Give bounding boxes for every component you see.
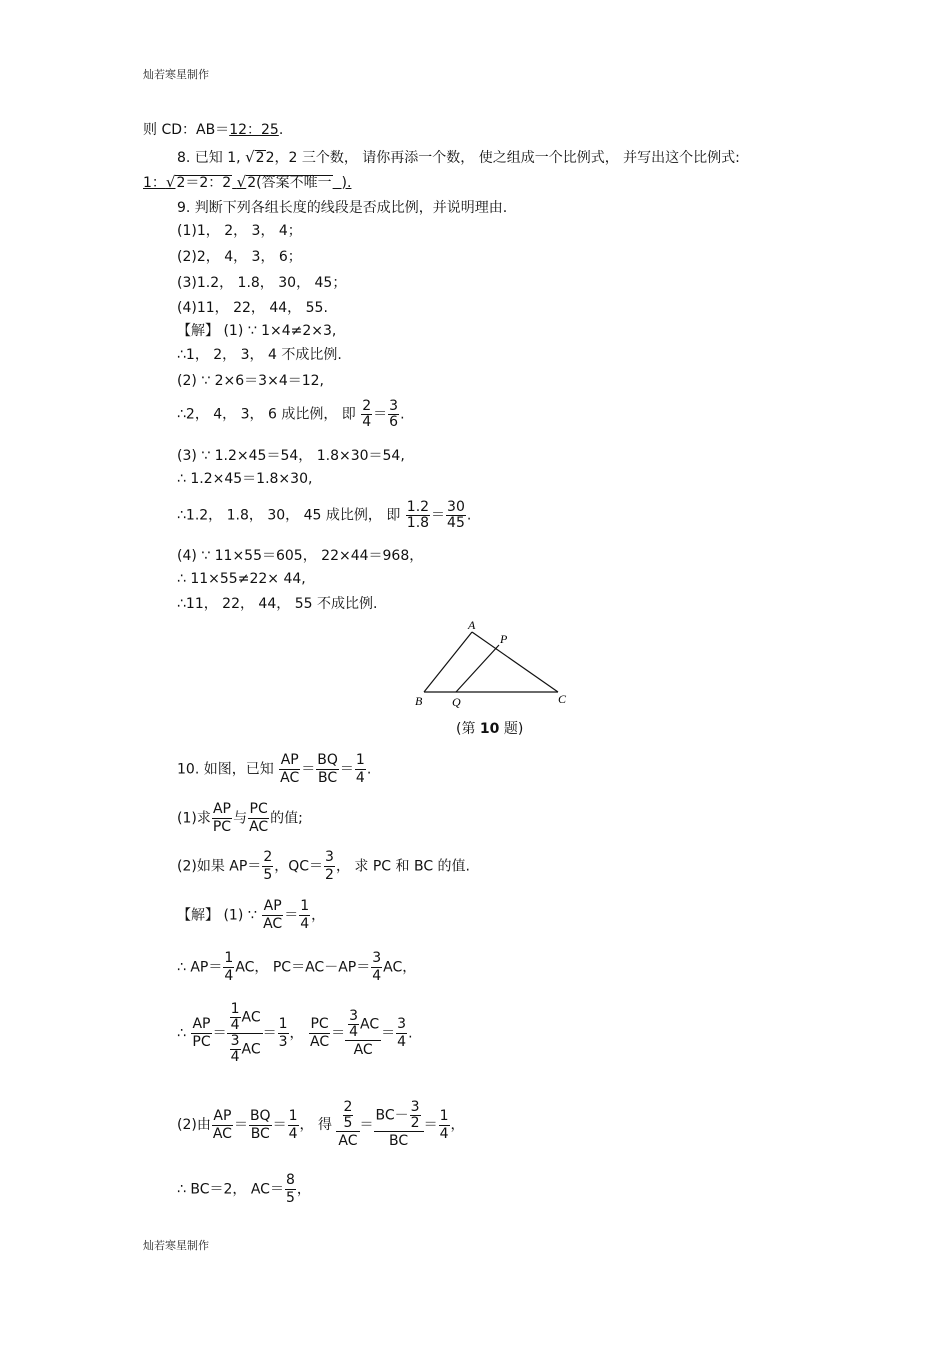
fraction-ap-ac — [262, 898, 283, 933]
bc-minus: BC－ — [375, 1107, 409, 1124]
denominator: 3 — [278, 1034, 288, 1050]
denominator: 2 — [325, 867, 334, 883]
text: (第 — [456, 721, 480, 737]
text: 1： — [143, 175, 166, 191]
compound-fraction-1 — [227, 1002, 263, 1065]
numerator: AP — [263, 898, 282, 914]
fraction-ap-pc — [212, 801, 232, 836]
s9-4b: ∴ 11×55≠22× 44, — [177, 571, 306, 587]
denominator: AC — [249, 819, 269, 835]
sqrt-sign: √ — [245, 148, 255, 166]
numerator: 1 — [439, 1107, 449, 1124]
numerator: 2 — [263, 849, 273, 865]
compound-denominator: BC — [388, 1133, 409, 1149]
compound-numerator — [336, 1100, 359, 1132]
text: ∴2， 4， 3， 6 成比例， 即 — [177, 406, 356, 423]
denominator: BC — [318, 770, 338, 786]
text: ∴ — [177, 1025, 186, 1042]
period: . — [400, 406, 405, 423]
denominator: 45 — [447, 515, 465, 531]
text: ， 得 — [299, 1117, 332, 1133]
equals: ＝ — [284, 907, 299, 924]
text: ∴1.2， 1.8， 30， 45 成比例， 即 — [177, 507, 401, 524]
text: ， 求 PC 和 BC 的值. — [335, 858, 471, 875]
sqrt-sign: √ — [165, 173, 176, 191]
s10-line-2 — [177, 950, 416, 985]
fraction-3-4 — [371, 950, 382, 985]
q9-item-4: (4)11， 22， 44， 55. — [177, 300, 328, 316]
ac-label: AC — [360, 1016, 380, 1032]
numerator: PC — [310, 1016, 329, 1032]
compound-denominator: AC — [353, 1041, 373, 1058]
denominator: 6 — [389, 414, 399, 430]
equals: ＝ — [233, 1117, 248, 1133]
fraction-1-4 — [355, 752, 366, 787]
numerator: 1 — [300, 898, 310, 914]
denominator: BC — [250, 1125, 270, 1142]
s10-1a — [177, 898, 325, 933]
s10-line-4 — [177, 1100, 465, 1150]
s9-3c — [177, 500, 471, 531]
text: (2)如果 AP＝ — [177, 858, 262, 875]
numerator: 3 — [389, 398, 399, 414]
compound-fraction-2 — [345, 1009, 381, 1059]
s9-1b: ∴1， 2， 3， 4 不成比例. — [177, 347, 342, 363]
denominator: PC — [212, 819, 232, 835]
text: AC， — [383, 959, 417, 976]
denominator: PC — [192, 1034, 211, 1050]
sqrt-radicand: 2＝2：2 — [176, 175, 232, 191]
text: 【解】 (1) ∵ — [177, 907, 257, 924]
equals: ＝ — [301, 761, 316, 778]
numerator: 3 — [372, 950, 382, 966]
numerator: 1 — [230, 1001, 240, 1017]
question-8-answer — [143, 173, 351, 192]
denominator: 5 — [285, 1190, 295, 1206]
comma: ， — [296, 1181, 311, 1198]
text: . — [278, 122, 284, 138]
period: . — [366, 761, 372, 778]
denominator: 1.8 — [406, 515, 430, 531]
fraction-1-4 — [223, 950, 234, 985]
numerator: AP — [192, 1016, 211, 1032]
numerator: 1 — [288, 1107, 298, 1124]
text: 的值; — [270, 810, 303, 827]
compound-numerator — [345, 1009, 381, 1041]
denominator: 4 — [397, 1034, 407, 1050]
denominator: 4 — [230, 1049, 240, 1065]
denominator: 4 — [372, 968, 382, 984]
fraction-2-5 — [343, 1100, 354, 1131]
denominator: 4 — [288, 1125, 298, 1142]
fraction-1-4 — [439, 1108, 450, 1143]
numerator: BQ — [317, 752, 338, 768]
fraction-2-5 — [262, 849, 273, 884]
label-b: B — [415, 694, 423, 708]
fraction-ap-pc — [191, 1016, 211, 1051]
fraction-1-4 — [299, 898, 310, 933]
equals: ＝ — [423, 1117, 438, 1133]
fraction-bq-bc — [316, 752, 339, 787]
text: ∴ AP＝ — [177, 959, 223, 976]
denominator: 4 — [362, 414, 372, 430]
s10-line-3 — [177, 1002, 413, 1065]
numerator: 1.2 — [406, 499, 430, 515]
s9-4a: (4) ∵ 11×55＝605， 22×44＝968， — [177, 548, 424, 564]
text: 8. 已知 1, — [177, 150, 241, 166]
text: (1)求 — [177, 810, 211, 827]
q9-item-3: (3)1.2， 1.8， 30， 45； — [177, 275, 347, 291]
numerator: 1 — [355, 752, 365, 768]
fraction-1-3 — [278, 1016, 289, 1051]
question-8 — [177, 148, 740, 167]
label-a: A — [468, 618, 476, 632]
numerator: 3 — [410, 1099, 420, 1115]
numerator: 8 — [285, 1172, 295, 1188]
fraction-bq-bc — [249, 1108, 272, 1143]
numerator: 3 — [397, 1016, 407, 1032]
numerator: AP — [280, 752, 299, 768]
denominator: 4 — [230, 1017, 240, 1033]
triangle-figure — [405, 615, 585, 715]
denominator: AC — [263, 916, 283, 932]
sqrt-sign: √ — [236, 173, 247, 191]
text: 与 — [233, 810, 248, 827]
comma: ， — [311, 907, 326, 924]
segment-pq — [456, 645, 499, 692]
segment-ac — [472, 632, 558, 692]
s9-3b: ∴ 1.2×45＝1.8×30, — [177, 471, 313, 487]
numerator: 3 — [325, 849, 334, 865]
fraction-3-4 — [396, 1016, 407, 1051]
label-q: Q — [452, 695, 461, 709]
fraction-3-2 — [324, 849, 335, 884]
sqrt-radicand: 2 — [255, 150, 265, 166]
answer-cd-ab — [143, 121, 283, 139]
fraction-30-45 — [446, 500, 466, 531]
compound-denominator: AC — [338, 1133, 358, 1149]
equals: ＝ — [331, 1025, 346, 1042]
fraction-ap-ac — [279, 752, 300, 787]
fraction-3-4 — [230, 1034, 241, 1065]
equals: ＝ — [272, 1117, 287, 1133]
compound-fraction-3 — [336, 1100, 359, 1150]
label-p: P — [500, 632, 508, 646]
comma: ， — [289, 1025, 304, 1042]
compound-fraction-4 — [374, 1100, 424, 1150]
period: . — [408, 1025, 413, 1042]
denominator: 4 — [300, 916, 310, 932]
figure-caption — [456, 720, 523, 738]
fraction-pc-ac — [248, 801, 269, 836]
period: . — [466, 507, 472, 524]
question-10-part-2 — [177, 849, 470, 884]
fraction-3-6 — [388, 399, 399, 430]
text: (2)由 — [177, 1117, 211, 1133]
numerator: BQ — [249, 1107, 271, 1124]
s9-4c: ∴11， 22， 44， 55 不成比例. — [177, 596, 378, 612]
numerator: 3 — [230, 1033, 240, 1049]
equals: ＝ — [262, 1025, 277, 1042]
footer-watermark: 灿若寒星制作 — [143, 1239, 209, 1252]
denominator: 5 — [263, 867, 273, 883]
fraction-3-4 — [348, 1009, 359, 1040]
text: 则 CD：AB＝ — [143, 122, 230, 138]
header-watermark: 灿若寒星制作 — [143, 68, 209, 81]
ac-label: AC — [241, 1041, 261, 1058]
equals: ＝ — [339, 761, 354, 778]
numerator: AP — [212, 801, 231, 817]
s9-3a: (3) ∵ 1.2×45＝54， 1.8×30＝54, — [177, 448, 405, 464]
compound-numerator — [227, 1002, 263, 1034]
sqrt-radicand: 2(答案不唯一 — [247, 175, 332, 191]
s10-line-5 — [177, 1172, 311, 1207]
compound-denominator — [227, 1034, 263, 1065]
equals: ＝ — [381, 1025, 396, 1042]
fraction-3-2 — [410, 1100, 421, 1131]
text: 10. 如图，已知 — [177, 761, 274, 778]
comma: ， — [450, 1117, 465, 1133]
denominator: AC — [310, 1034, 330, 1050]
fraction-1-4 — [230, 1002, 241, 1033]
text: 题) — [499, 721, 524, 737]
numerator: AP — [213, 1107, 232, 1124]
fraction-1.2-1.8 — [406, 500, 430, 531]
equals: ＝ — [373, 406, 388, 423]
denominator: 5 — [343, 1115, 353, 1131]
ac-label: AC — [241, 1009, 261, 1026]
text: AC， PC＝AC－AP＝ — [235, 959, 371, 976]
denominator: 4 — [439, 1125, 449, 1142]
numerator: 1 — [224, 950, 234, 966]
fraction-8-5 — [285, 1172, 296, 1207]
equals: ＝ — [359, 1117, 374, 1133]
numerator: 1 — [278, 1016, 288, 1032]
denominator: 4 — [349, 1023, 359, 1040]
answer-blank: 12：25 — [229, 122, 279, 138]
numerator: 2 — [343, 1099, 353, 1115]
numerator: PC — [249, 801, 268, 817]
s9-2a: (2) ∵ 2×6＝3×4＝12, — [177, 373, 324, 389]
numerator: 30 — [447, 499, 465, 515]
label-c: C — [558, 692, 567, 706]
text: ). — [341, 175, 352, 191]
compound-numerator — [374, 1100, 424, 1132]
numerator: 3 — [349, 1007, 359, 1024]
denominator: AC — [212, 1125, 232, 1142]
s9-2b — [177, 399, 405, 430]
q9-item-1: (1)1， 2， 3， 4； — [177, 223, 302, 239]
fraction-1-4 — [288, 1108, 299, 1143]
fraction-2-4 — [361, 399, 372, 430]
numerator: 2 — [362, 398, 372, 414]
fraction-pc-ac — [309, 1016, 330, 1051]
denominator: AC — [280, 770, 300, 786]
equals: ＝ — [212, 1025, 227, 1042]
denominator: 4 — [224, 968, 234, 984]
denominator: 2 — [410, 1115, 420, 1131]
denominator: 4 — [355, 770, 365, 786]
s9-1a: 【解】 (1) ∵ 1×4≠2×3, — [177, 323, 337, 339]
question-10-part-1 — [177, 801, 303, 836]
question-9: 9. 判断下列各组长度的线段是否成比例，并说明理由. — [177, 200, 508, 216]
q9-item-2: (2)2， 4， 3， 6； — [177, 249, 302, 265]
text: 2，2 三个数， 请你再添一个数， 使之组成一个比例式， 并写出这个比例式: — [265, 150, 740, 166]
text: ，QC＝ — [274, 858, 324, 875]
equals: ＝ — [431, 507, 446, 524]
text: ∴ BC＝2， AC＝ — [177, 1181, 284, 1198]
fraction-ap-ac — [212, 1108, 233, 1143]
caption-number: 10 — [479, 721, 500, 737]
question-10 — [177, 752, 371, 787]
